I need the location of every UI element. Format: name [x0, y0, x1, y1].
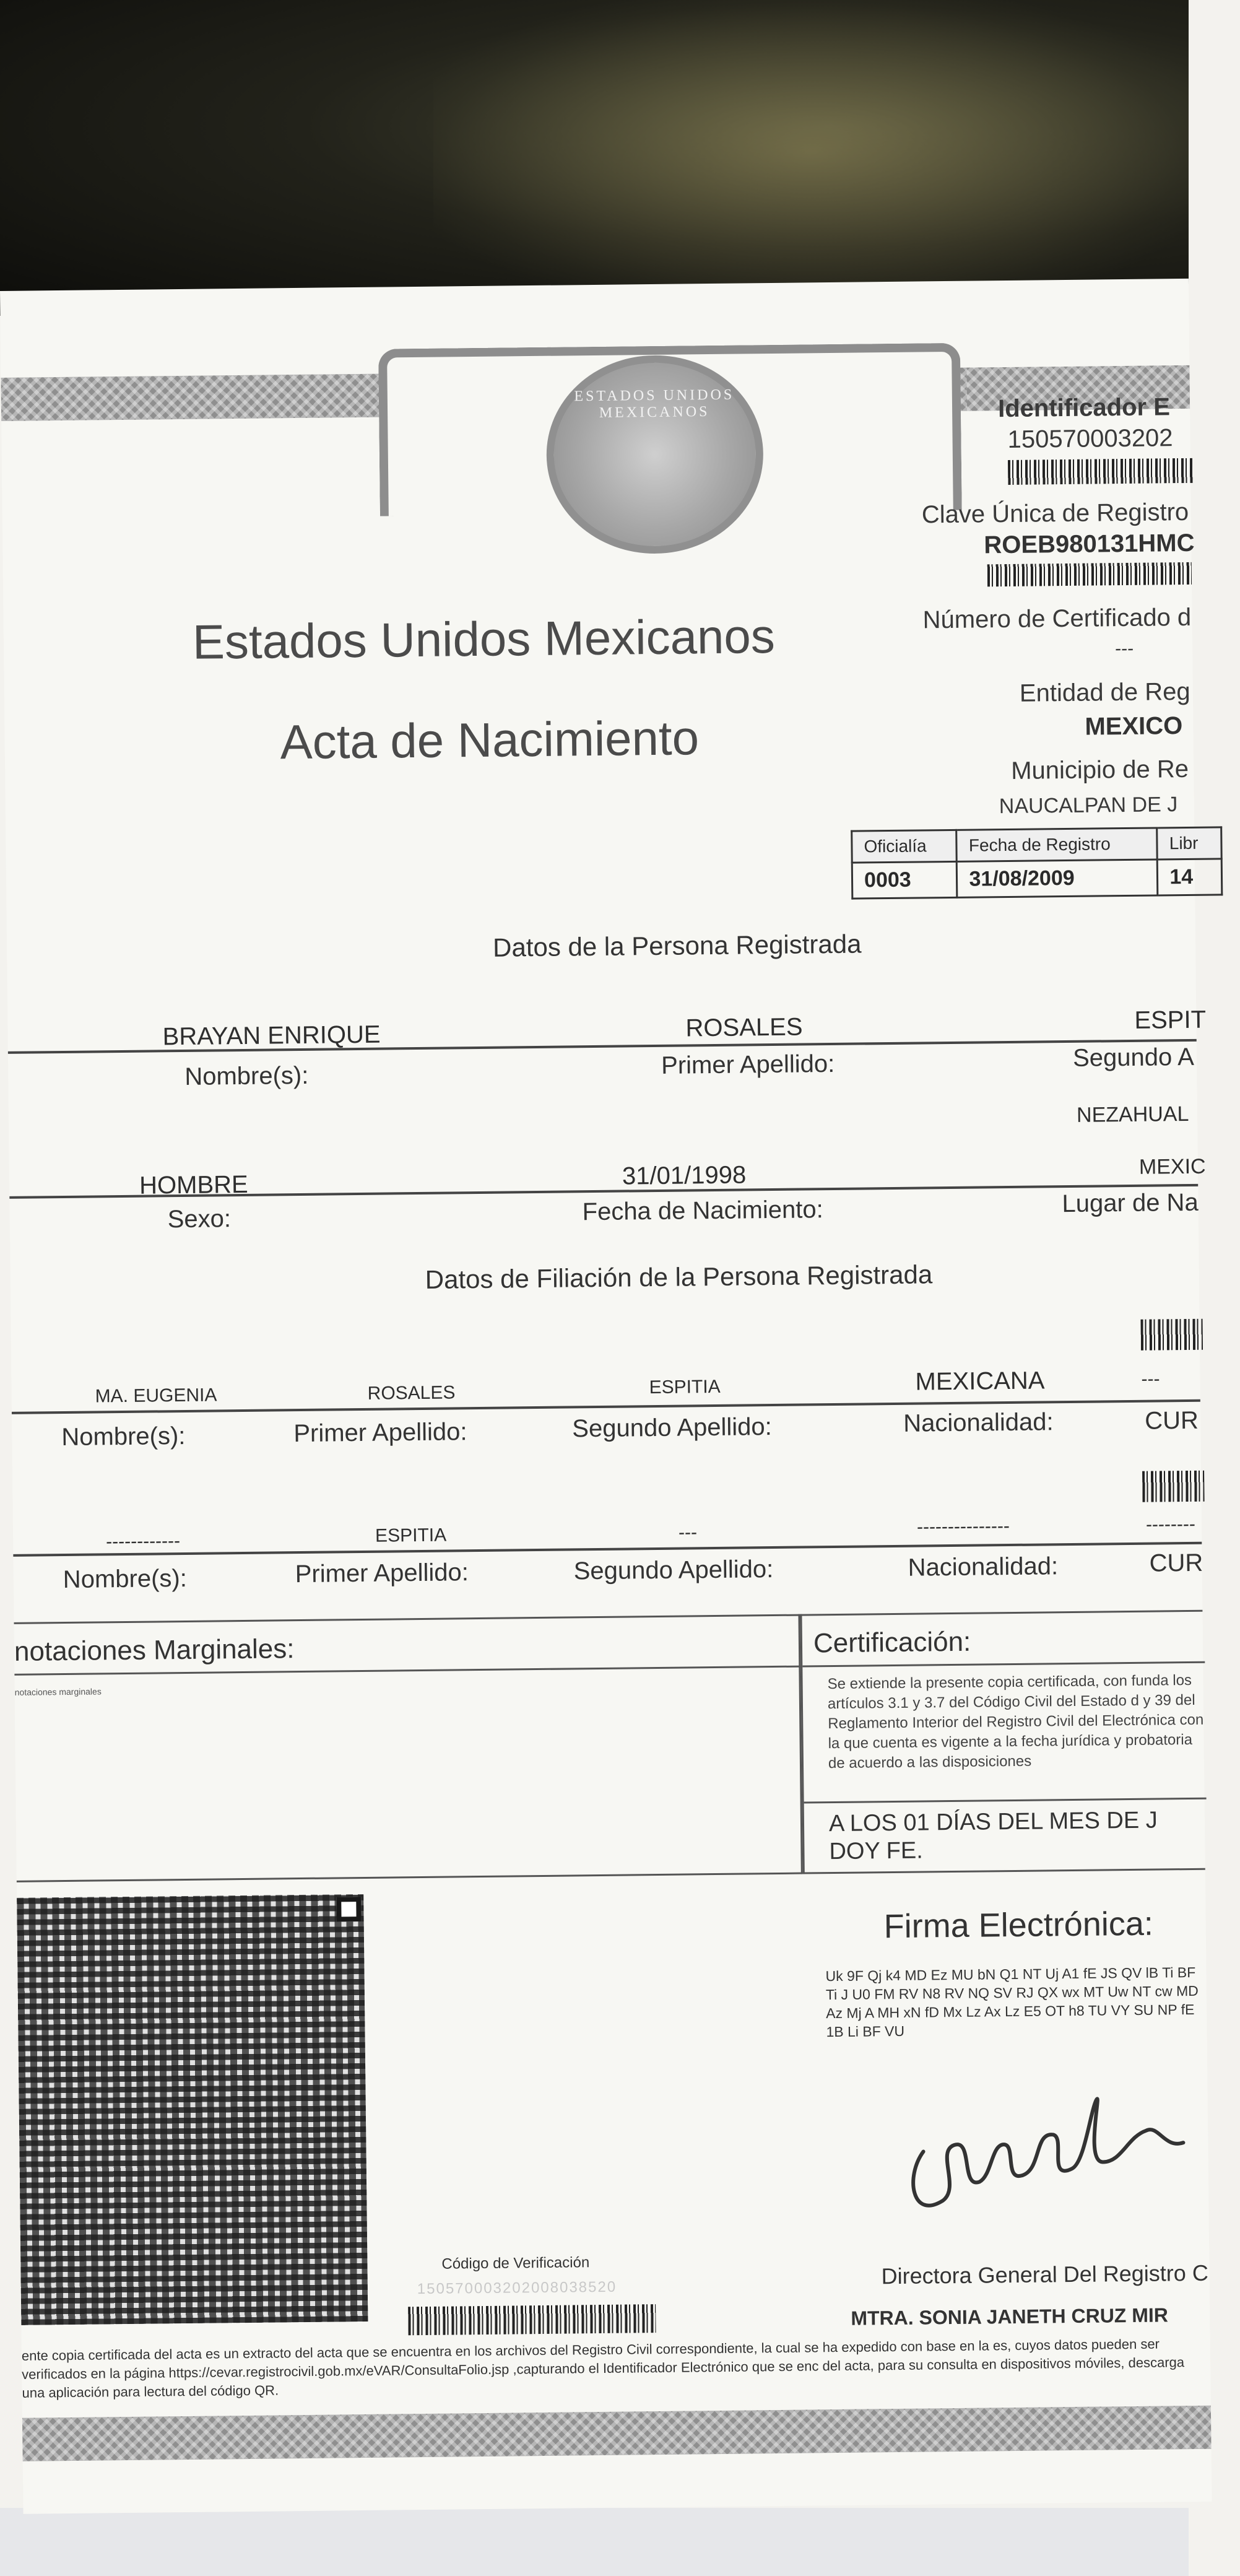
- firma-hash: Uk 9F Qj k4 MD Ez MU bN Q1 NT Uj A1 fE JS QV lB Ti BF Ti J U0 FM RV N8 RV NQ SV RJ QX wx MT Uw NT cw MD Az Mj A MH xN fD Mx Lz Ax Lz E5 OT h8 TU VY SU NP fE 1B Li BF VU: [825, 1964, 1199, 2040]
- p1-curp-label: CUR: [1144, 1406, 1199, 1435]
- codigo-verificacion-barcode: [408, 2304, 656, 2335]
- filiacion-barcode-1: [1140, 1319, 1203, 1351]
- certificacion-box: [800, 1610, 1205, 1874]
- persona-fecha-nacimiento-value: 31/01/1998: [622, 1161, 747, 1190]
- table-header-fecha-registro: Fecha de Registro: [956, 828, 1157, 861]
- entidad-value: MEXICO: [1085, 712, 1183, 741]
- identificador-value: 150570003202: [1007, 424, 1173, 453]
- p2-nacionalidad-value: ---------------: [916, 1516, 1010, 1538]
- divider: [804, 1798, 1207, 1804]
- table-cell-fecha-registro: 31/08/2009: [957, 859, 1158, 897]
- lower-sheet: [0, 2508, 1189, 2576]
- certificacion-text: Se extiende la presente copia certificada, con funda los artículos 3.1 y 3.7 del Código Civil del Estado d y 39 del Reglamento Interior del Registro Civil del Electrónica con la que cuenta es vigente a la fecha jurídica y probatoria de acuerdo a las disposiciones: [827, 1671, 1204, 1772]
- persona-sexo-label: Sexo:: [167, 1205, 232, 1234]
- persona-section-title: Datos de la Persona Registrada: [492, 929, 862, 962]
- certificado-label: Número de Certificado d: [922, 603, 1192, 634]
- divider: [14, 1666, 800, 1676]
- anotaciones-text: notaciones marginales: [14, 1686, 102, 1697]
- p2-curp-label: CUR: [1149, 1549, 1203, 1577]
- certificacion-title: Certificación:: [813, 1626, 971, 1659]
- identificador-label: Identificador E: [997, 393, 1171, 423]
- p2-segundo-apellido-value: ---: [678, 1522, 698, 1543]
- persona-nombre-value: BRAYAN ENRIQUE: [162, 1020, 381, 1051]
- curp-label: Clave Única de Registro: [921, 498, 1189, 529]
- p1-nombre-label: Nombre(s):: [61, 1422, 186, 1451]
- persona-sexo-value: HOMBRE: [139, 1170, 248, 1199]
- p2-primer-apellido-value: ESPITIA: [375, 1525, 447, 1546]
- persona-primer-apellido-value: ROSALES: [685, 1013, 803, 1042]
- national-seal-icon: [545, 354, 764, 555]
- p1-nacionalidad-value: MEXICANA: [915, 1367, 1045, 1396]
- handwritten-signature: [898, 2074, 1197, 2239]
- p1-primer-apellido-value: ROSALES: [367, 1382, 456, 1404]
- p2-primer-apellido-label: Primer Apellido:: [295, 1559, 469, 1588]
- table-cell-libro: 14: [1158, 859, 1222, 895]
- footer-text: ente copia certificada del acta es un extracto del acta que se encuentra en los archivos del Registro Civil correspondiente, la cual se ha expedido con base en la es, cuyos datos pueden ser verificados en la página https://cevar.registrocivil.gob.mx/eVAR/ConsultaFolio.jsp ,capturando el Identificador Electrónico que se enc del acta, para su consulta en dispositivos móviles, descarga una aplicación para lectura del código QR.: [21, 2336, 1185, 2401]
- table-header-libro: Libr: [1157, 827, 1221, 859]
- plastic-bag: [433, 0, 1189, 303]
- table-header-oficialia: Oficialía: [852, 830, 957, 863]
- p2-nombre-label: Nombre(s):: [63, 1564, 188, 1594]
- p2-nacionalidad-label: Nacionalidad:: [908, 1552, 1059, 1582]
- persona-lugar-extra: NEZAHUAL: [1076, 1102, 1189, 1127]
- certificacion-doy-fe: DOY FE.: [829, 1837, 924, 1865]
- filiacion-section-title: Datos de Filiación de la Persona Registrada: [425, 1260, 933, 1294]
- filiacion-barcode-2: [1142, 1471, 1205, 1502]
- entidad-label: Entidad de Reg: [1019, 677, 1190, 707]
- firma-title: Firma Electrónica:: [883, 1905, 1154, 1946]
- persona-lugar-value: MEXIC: [1138, 1154, 1206, 1179]
- codigo-verificacion-label: Código de Verificación: [441, 2254, 590, 2273]
- persona-primer-apellido-label: Primer Apellido:: [661, 1050, 835, 1079]
- anotaciones-box: [14, 1614, 803, 1882]
- persona-nombre-label: Nombre(s):: [184, 1061, 309, 1090]
- decorative-band-bottom: [22, 2406, 1212, 2461]
- municipio-label: Municipio de Re: [1010, 755, 1189, 785]
- p1-segundo-apellido-value: ESPITIA: [649, 1376, 721, 1398]
- p2-curp-value: --------: [1145, 1513, 1196, 1535]
- persona-lugar-label: Lugar de Na: [1062, 1188, 1199, 1218]
- table-cell-oficialia: 0003: [852, 861, 957, 899]
- birth-certificate-document: [0, 279, 1212, 2514]
- persona-segundo-apellido-label: Segundo A: [1072, 1043, 1195, 1072]
- p1-nacionalidad-label: Nacionalidad:: [903, 1408, 1054, 1437]
- certificacion-fecha: A LOS 01 DÍAS DEL MES DE J: [828, 1807, 1158, 1837]
- divider: [802, 1661, 1205, 1668]
- firma-cargo: Directora General Del Registro C: [881, 2260, 1209, 2289]
- document-heading: Estados Unidos Mexicanos: [192, 608, 776, 669]
- document-title: Acta de Nacimiento: [280, 710, 700, 770]
- p1-nombre-value: MA. EUGENIA: [95, 1385, 217, 1407]
- seal-text: ESTADOS UNIDOS MEXICANOS: [574, 386, 735, 421]
- certificado-value: ---: [1114, 638, 1134, 659]
- qr-code-icon: [17, 1894, 368, 2325]
- curp-value: ROEB980131HMC: [984, 529, 1195, 559]
- anotaciones-title: notaciones Marginales:: [14, 1634, 295, 1667]
- identificador-barcode: [1008, 458, 1194, 485]
- codigo-verificacion-value: 150570003202008038520: [417, 2278, 617, 2298]
- p1-curp-value: ---: [1141, 1368, 1160, 1390]
- persona-segundo-apellido-value: ESPIT: [1134, 1006, 1207, 1034]
- p1-primer-apellido-label: Primer Apellido:: [293, 1418, 467, 1448]
- p2-nombre-value: ------------: [105, 1531, 181, 1552]
- p2-segundo-apellido-label: Segundo Apellido:: [573, 1556, 774, 1585]
- registro-table: [851, 826, 1223, 899]
- persona-fecha-nacimiento-label: Fecha de Nacimiento:: [582, 1196, 823, 1226]
- firma-nombre: MTRA. SONIA JANETH CRUZ MIR: [851, 2304, 1169, 2330]
- municipio-value: NAUCALPAN DE J: [999, 793, 1178, 819]
- curp-barcode: [987, 562, 1192, 586]
- qr-finder-icon: [336, 1897, 361, 1921]
- p1-segundo-apellido-label: Segundo Apellido:: [572, 1413, 773, 1443]
